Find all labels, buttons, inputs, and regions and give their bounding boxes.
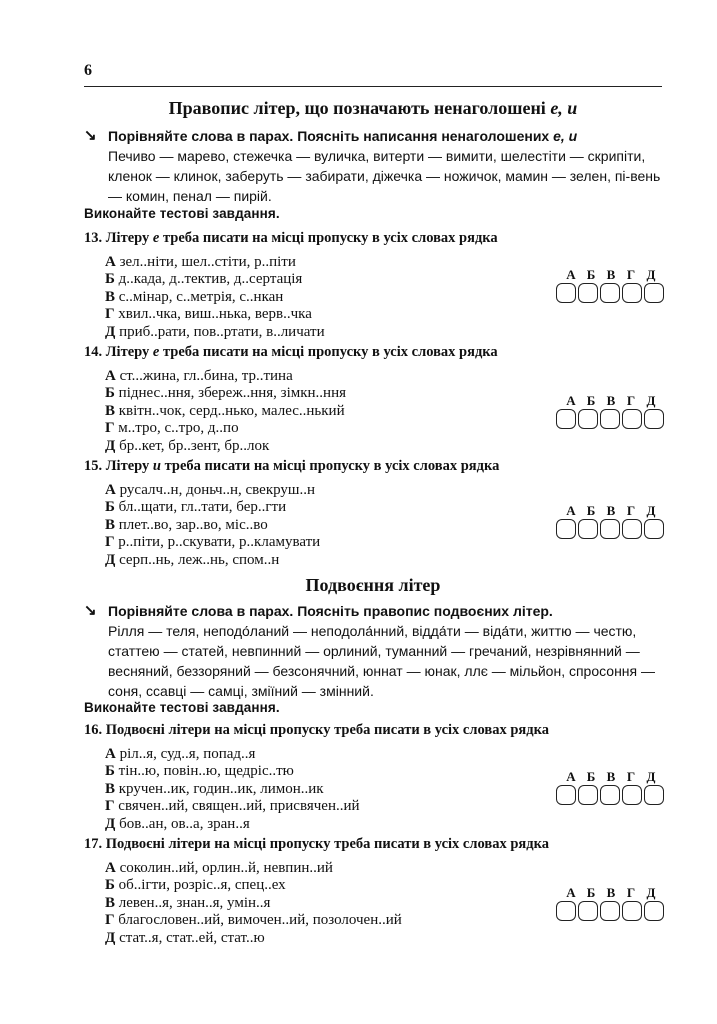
arrow-down-right-icon: ↘ [84, 602, 97, 619]
option-letter: А [105, 253, 120, 270]
option-letter: Г [105, 798, 119, 814]
answer-letter: Г [626, 267, 636, 282]
option-text: бов..ан, ов..а, зран..я [119, 815, 250, 832]
exercise-vowels [84, 126, 664, 206]
option-letter: Д [105, 437, 120, 454]
section-title-em: е, и [550, 98, 578, 118]
task-option [105, 552, 664, 570]
task-option [105, 324, 664, 342]
answer-grid [556, 394, 666, 429]
task-question-text: 16. Подвоєні літери на місці пропуску треба писати в усіх словах рядка [84, 722, 549, 738]
task-question [84, 344, 664, 362]
answer-grid [556, 268, 666, 303]
task-option [105, 306, 664, 324]
option-letter: Б [105, 877, 119, 893]
answer-letter: Г [626, 769, 636, 784]
answer-checkbox[interactable] [556, 409, 576, 429]
answer-checkbox[interactable] [644, 409, 664, 429]
answer-letter: Б [586, 769, 596, 784]
task-question-em: и [152, 458, 161, 474]
answer-letter: Д [646, 503, 656, 518]
answer-letter: Г [626, 503, 636, 518]
answer-checkbox[interactable] [644, 519, 664, 539]
task-question [84, 458, 664, 476]
option-letter: В [105, 780, 119, 797]
exercise-instruction-em: е, и [553, 128, 578, 144]
exercise-text: Рілля — теля, неподо́ланий — неподола́нний, відда́ти — віда́ти, життю — честю, статтею — статей, невпинний — орлиний, туманний — гречаний, незрівнянний — весняний, беззоряний — безсонячний, юннат — юнак, ллє — мільйон, спросоння — соня, ссавці — самці, зміїний — змінний. [108, 623, 656, 699]
task-question-text: 14. Літеру [84, 344, 153, 360]
answer-letter: Б [586, 885, 596, 900]
task-option [105, 816, 664, 834]
answer-boxes [556, 519, 666, 539]
answer-letter: Д [646, 769, 656, 784]
task-question-text: треба писати на місці пропуску в усіх словах рядка [159, 344, 498, 360]
answer-checkbox[interactable] [644, 785, 664, 805]
task-option [105, 860, 664, 878]
answer-letter: В [606, 393, 616, 408]
option-text: приб..рати, пов..ртати, в..личати [119, 323, 325, 340]
answer-grid [556, 886, 666, 921]
answer-checkbox[interactable] [600, 283, 620, 303]
answer-checkbox[interactable] [622, 409, 642, 429]
option-text: квітн..чок, серд..нько, малес..нький [118, 402, 345, 419]
answer-boxes [556, 901, 666, 921]
answer-checkbox[interactable] [622, 283, 642, 303]
answer-letter: В [606, 267, 616, 282]
option-letter: Б [105, 385, 119, 401]
option-letter: Г [105, 306, 119, 322]
task-question-em: е [152, 344, 160, 360]
answer-grid [556, 504, 666, 539]
answer-checkbox[interactable] [556, 519, 576, 539]
option-text: свячен..ий, священ..ий, присвячен..ий [118, 798, 360, 814]
task-question [84, 230, 664, 248]
option-text: піднес..ння, збереж..ння, зімкн..ння [118, 385, 347, 401]
option-letter: Г [105, 534, 119, 550]
answer-checkbox[interactable] [622, 785, 642, 805]
answer-checkbox[interactable] [644, 901, 664, 921]
task-question [84, 722, 664, 740]
answer-checkbox[interactable] [556, 785, 576, 805]
option-letter: Д [105, 929, 120, 946]
answer-grid [556, 770, 666, 805]
option-text: д..када, д..тектив, д..сертація [118, 271, 303, 287]
option-text: зел..ніти, шел..стіти, р..піти [119, 253, 296, 270]
answer-letter: Б [586, 267, 596, 282]
answer-letters [556, 504, 666, 517]
do-tests-heading: Виконайте тестові завдання. [84, 700, 280, 715]
answer-checkbox[interactable] [556, 901, 576, 921]
answer-letter: Б [586, 503, 596, 518]
exercise-instruction-text: Порівняйте слова в парах. Поясніть написання ненаголошених [108, 128, 554, 144]
exercise-instruction [84, 601, 664, 621]
option-letter: В [105, 516, 119, 533]
answer-checkbox[interactable] [556, 283, 576, 303]
task-question [84, 836, 664, 854]
answer-letter: А [566, 503, 576, 518]
option-text: р..піти, р..скувати, р..кламувати [118, 534, 321, 550]
option-text: благословен..ий, вимочен..ий, позолочен..ий [118, 912, 402, 928]
answer-letters [556, 770, 666, 783]
task-question-text: 17. Подвоєні літери на місці пропуску треба писати в усіх словах рядка [84, 836, 549, 852]
option-text: м..тро, с..тро, д..по [118, 420, 239, 436]
option-letter: А [105, 745, 120, 762]
answer-checkbox[interactable] [578, 519, 598, 539]
option-text: левен..я, знан..я, умін..я [118, 894, 271, 911]
section-title-vowels [84, 98, 662, 119]
option-letter: Д [105, 551, 120, 568]
option-text: ст...жина, гл..бина, тр..тина [119, 367, 293, 384]
answer-letter: В [606, 885, 616, 900]
option-letter: А [105, 859, 120, 876]
answer-checkbox[interactable] [600, 901, 620, 921]
option-text: тін..ю, повін..ю, щедріс..тю [118, 763, 294, 779]
option-text: ріл..я, суд..я, попад..я [119, 745, 256, 762]
option-letter: Б [105, 271, 119, 287]
answer-letter: А [566, 267, 576, 282]
do-tests-heading: Виконайте тестові завдання. [84, 206, 280, 221]
task-option [105, 746, 664, 764]
answer-checkbox[interactable] [622, 901, 642, 921]
task-option [105, 438, 664, 456]
answer-boxes [556, 283, 666, 303]
option-letter: В [105, 288, 119, 305]
answer-letter: Д [646, 393, 656, 408]
option-letter: Д [105, 323, 120, 340]
page-number: 6 [84, 62, 92, 79]
answer-checkbox[interactable] [578, 283, 598, 303]
answer-boxes [556, 409, 666, 429]
option-letter: Г [105, 420, 119, 436]
exercise-doubling [84, 601, 664, 701]
task-option [105, 930, 664, 948]
header-rule [84, 86, 662, 87]
option-letter: В [105, 402, 119, 419]
option-text: русалч..н, доньч..н, свекруш..н [119, 481, 315, 498]
section-title-text: Правопис літер, що позначають ненаголошені [168, 98, 551, 118]
option-text: об..ігти, розріс..я, спец..ех [118, 877, 286, 893]
option-text: хвил..чка, виш..нька, верв..чка [118, 306, 312, 322]
answer-letter: В [606, 769, 616, 784]
option-text: с..мінар, с..метрія, с..нкан [118, 288, 284, 305]
answer-letters [556, 394, 666, 407]
answer-letter: Б [586, 393, 596, 408]
task-question-em: е [152, 230, 160, 246]
answer-letters [556, 886, 666, 899]
answer-letters [556, 268, 666, 281]
answer-letter: А [566, 885, 576, 900]
task-option [105, 482, 664, 500]
answer-letter: Г [626, 393, 636, 408]
option-letter: Б [105, 499, 119, 515]
answer-checkbox[interactable] [578, 785, 598, 805]
answer-boxes [556, 785, 666, 805]
task-option [105, 368, 664, 386]
answer-checkbox[interactable] [644, 283, 664, 303]
task-question-text: 15. Літеру [84, 458, 153, 474]
option-text: бр..кет, бр..зент, бр..лок [119, 437, 270, 454]
option-letter: Г [105, 912, 119, 928]
option-text: кручен..ик, годин..ик, лимон..ик [118, 780, 324, 797]
answer-checkbox[interactable] [622, 519, 642, 539]
exercise-instruction [84, 126, 664, 146]
option-letter: А [105, 367, 120, 384]
option-text: бл..щати, гл..тати, бер..гти [118, 499, 287, 515]
answer-checkbox[interactable] [578, 409, 598, 429]
answer-checkbox[interactable] [578, 901, 598, 921]
task-question-text: 13. Літеру [84, 230, 153, 246]
option-text: стат..я, стат..ей, стат..ю [119, 929, 265, 946]
answer-letter: В [606, 503, 616, 518]
answer-letter: Г [626, 885, 636, 900]
answer-letter: А [566, 769, 576, 784]
task-question-text: треба писати на місці пропуску в усіх словах рядка [159, 230, 498, 246]
answer-letter: А [566, 393, 576, 408]
option-text: серп..нь, леж..нь, спом..н [119, 551, 280, 568]
answer-checkbox[interactable] [600, 519, 620, 539]
option-letter: А [105, 481, 120, 498]
section-title-doubling: Подвоєння літер [305, 575, 441, 595]
option-text: плет..во, зар..во, міс..во [118, 516, 268, 533]
option-letter: Б [105, 763, 119, 779]
exercise-instruction-text: Порівняйте слова в парах. Поясніть правопис подвоєних літер. [108, 603, 553, 619]
option-letter: Д [105, 815, 120, 832]
option-letter: В [105, 894, 119, 911]
answer-checkbox[interactable] [600, 785, 620, 805]
answer-letter: Д [646, 267, 656, 282]
answer-checkbox[interactable] [600, 409, 620, 429]
option-text: соколин..ий, орлин..й, невпин..ий [119, 859, 333, 876]
exercise-text: Печиво — марево, стежечка — вуличка, витерти — вимити, шелестіти — скрипіти, кленок — клинок, заберуть — забирати, діжечка — ножичок, мамин — зелен, пі-вень — комин, пенал — пирій. [108, 148, 661, 204]
task-question-text: треба писати на місці пропуску в усіх словах рядка [160, 458, 500, 474]
answer-letter: Д [646, 885, 656, 900]
arrow-down-right-icon: ↘ [84, 127, 97, 144]
